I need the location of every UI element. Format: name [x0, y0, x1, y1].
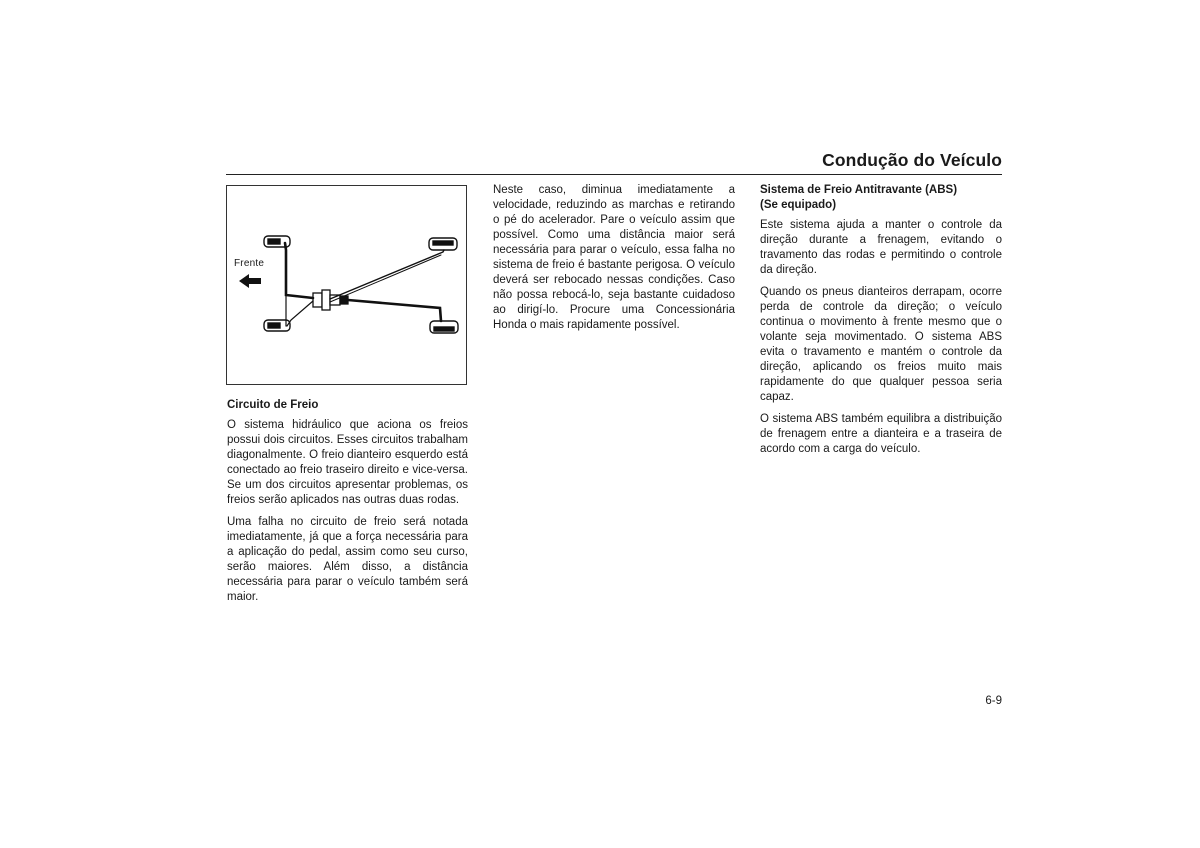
middle-column — [493, 183, 735, 340]
brake-circuit-figure — [226, 185, 467, 385]
paragraph: O sistema ABS também equilibra a distribuição de frenagem entre a dianteira e a traseira de acordo com a carga do veículo. — [760, 413, 1002, 455]
right-column — [760, 183, 1002, 464]
paragraph: Neste caso, diminua imediatamente a velocidade, reduzindo as marchas e retirando o pé do acelerador. Pare o veículo assim que possível. Como uma distância maior será necessária para parar o veículo, essa falha no sistema de freio é bastante perigosa. O veículo deverá ser rebocado nessas condições. Caso não possa rebocá-lo, seja bastante cuidadoso ao dirigí-lo. Procure uma Concessionária Honda o mais rapidamente possível. — [493, 184, 735, 331]
page-title: Condução do Veículo — [822, 150, 1002, 170]
brake-lines — [285, 243, 444, 326]
section-heading-brake-circuit: Circuito de Freio — [227, 399, 319, 411]
section-heading-abs — [760, 183, 1002, 213]
paragraph: Uma falha no circuito de freio será notada imediatamente, já que a força necessária para a aplicação do pedal, assim como seu curso, serão maiores. Além disso, a distância necessária para parar o veículo também será maior. — [227, 516, 468, 603]
front-label: Frente — [234, 258, 265, 269]
header-rule — [226, 174, 1002, 175]
wheel-rear-right-icon — [430, 321, 458, 333]
paragraph: Este sistema ajuda a manter o controle da direção durante a frenagem, evitando o travamento das rodas e permitindo o controle da direção. — [760, 219, 1002, 276]
wheel-front-right-icon — [429, 238, 457, 250]
paragraph: O sistema hidráulico que aciona os freios possui dois circuitos. Esses circuitos trabalham diagonalmente. O freio dianteiro esquerdo está conectado ao freio traseiro direito e vice-versa. Se um dos circuitos apresentar problemas, os freios serão aplicados nas outras duas rodas. — [227, 419, 468, 506]
brake-circuit-diagram — [227, 186, 468, 386]
heading-line: Sistema de Freio Antitravante (ABS) — [760, 184, 958, 196]
paragraph: Quando os pneus dianteiros derrapam, ocorre perda de controle da direção; o veículo continua o movimento à frente mesmo que o volante seja movimentado. O sistema ABS evita o travamento e mantém o controle da direção, aplicando os freios muito mais rapidamente do que qualquer pessoa seria capaz. — [760, 286, 1002, 403]
front-arrow-icon — [239, 274, 261, 288]
left-column — [227, 398, 468, 612]
heading-line: (Se equipado) — [760, 199, 837, 211]
page-number: 6-9 — [985, 695, 1002, 707]
